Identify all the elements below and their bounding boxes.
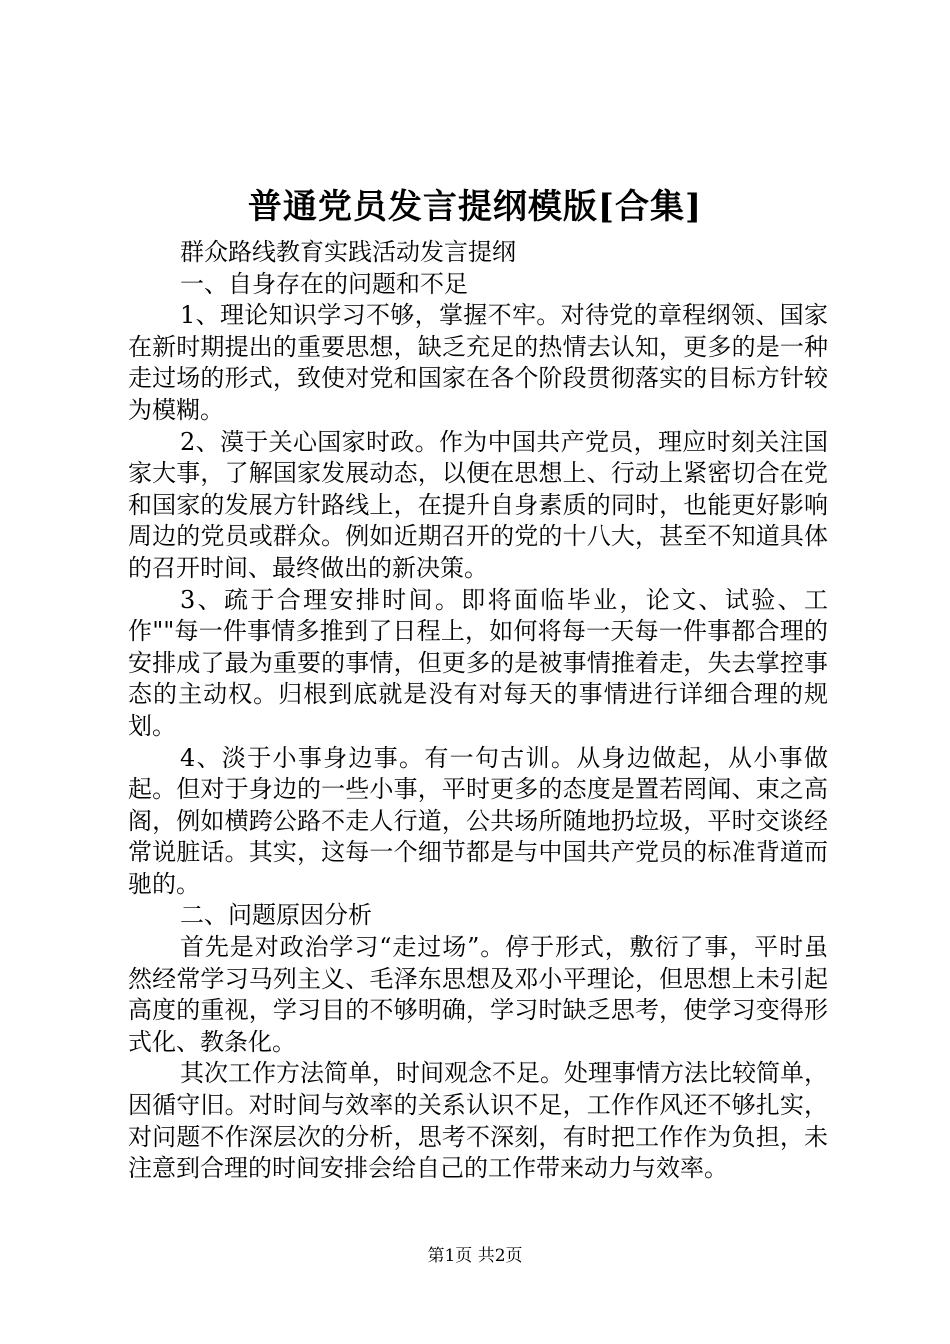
document-title: 普通党员发言提纲模版[合集]: [247, 187, 703, 227]
paragraph: 3、疏于合理安排时间。即将面临毕业，论文、试验、工作""每一件事情多推到了日程上，如何将每一天每一件事都合理的安排成了最为重要的事情，但更多的是被事情推着走，失去掌控事态的主动权。归根到底就是没有对每天的事情进行详细合理的规划。: [128, 585, 828, 740]
paragraph-subtitle: 群众路线教育实践活动发言提纲: [180, 238, 516, 266]
section-heading-2: 二、问题原因分析: [180, 901, 372, 930]
section-heading-1: 一、自身存在的问题和不足: [180, 269, 468, 298]
paragraph: 4、淡于小事身边事。有一句古训。从身边做起，从小事做起。但对于身边的一些小事，平时更多的态度是置若罔闻、束之高阁，例如横跨公路不走人行道，公共场所随地扔垃圾，平时交谈经常说脏话。其实，这每一个细节都是与中国共产党员的标准背道而驰的。: [128, 743, 828, 898]
paragraph: 其次工作方法简单，时间观念不足。处理事情方法比较简单，因循守旧。对时间与效率的关系认识不足，工作作风还不够扎实，对问题不作深层次的分析，思考不深刻，有时把工作作为负担，未注意到合理的时间安排会给自己的工作带来动力与效率。: [128, 1059, 828, 1183]
page-number-footer: 第1页 共2页: [427, 1246, 523, 1266]
paragraph: 2、漠于关心国家时政。作为中国共产党员，理应时刻关注国家大事，了解国家发展动态，以便在思想上、行动上紧密切合在党和国家的发展方针路线上，在提升自身素质的同时，也能更好影响周边的党员或群众。例如近期召开的党的十八大，甚至不知道具体的召开时间、最终做出的新决策。: [128, 427, 828, 582]
document-body: [128, 237, 828, 1185]
paragraph: 1、理论知识学习不够，掌握不牢。对待党的章程纲领、国家在新时期提出的重要思想，缺乏充足的热情去认知，更多的是一种走过场的形式，致使对党和国家在各个阶段贯彻落实的目标方针较为模糊。: [128, 301, 828, 424]
paragraph: 首先是对政治学习“走过场”。停于形式，敷衍了事，平时虽然经常学习马列主义、毛泽东思想及邓小平理论，但思想上未引起高度的重视，学习目的不够明确，学习时缺乏思考，使学习变得形式化、教条化。: [128, 933, 828, 1056]
